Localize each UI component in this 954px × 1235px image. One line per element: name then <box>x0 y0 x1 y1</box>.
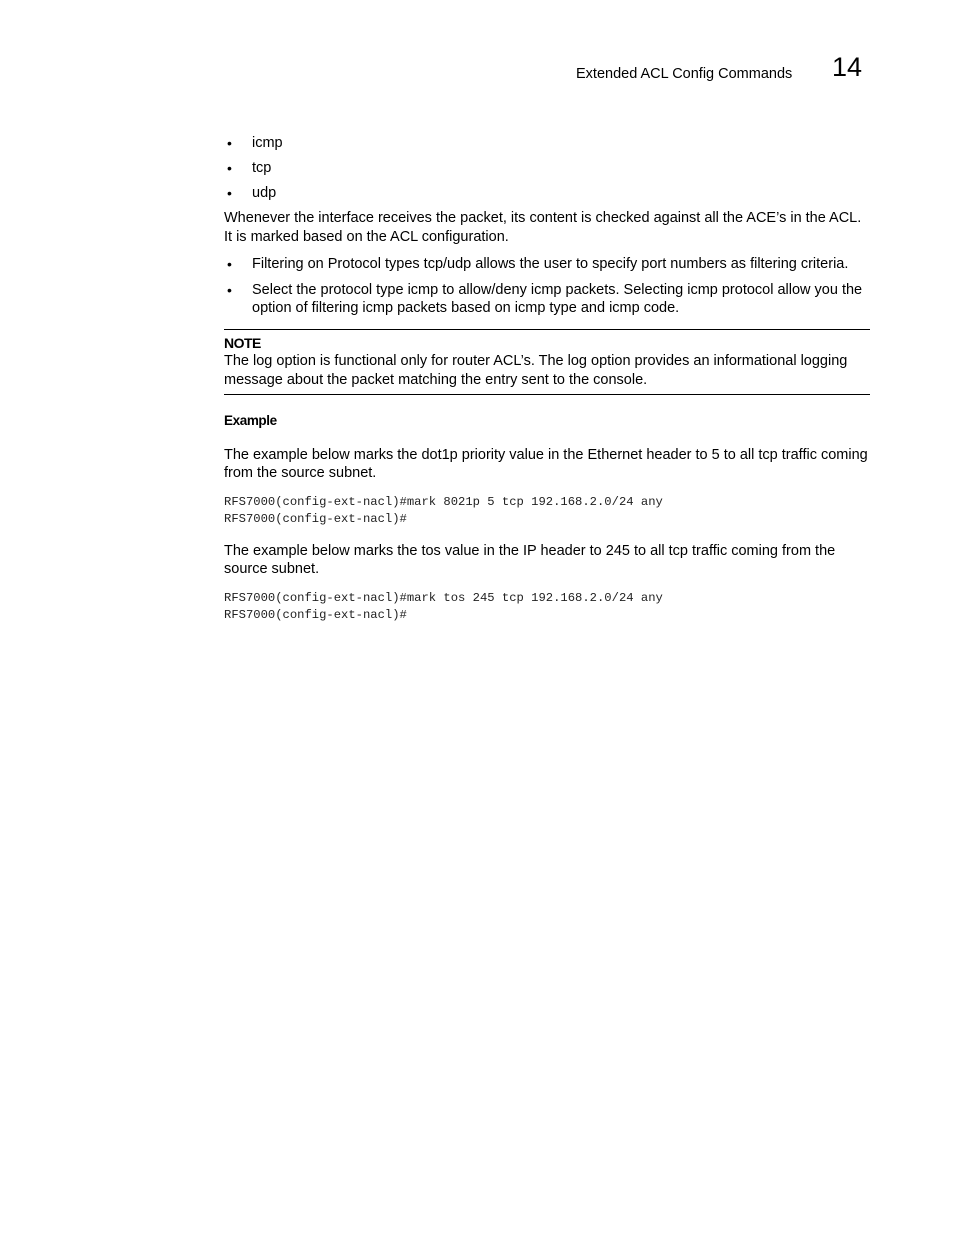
filtering-list <box>224 255 870 318</box>
note-box <box>224 329 870 396</box>
code-line: RFS7000(config-ext-nacl)# <box>224 511 407 526</box>
page-content <box>224 134 870 624</box>
example-heading: Example <box>224 413 277 428</box>
note-title: NOTE <box>224 334 261 351</box>
chapter-number: 14 <box>832 52 863 82</box>
list-item: • icmp <box>227 135 283 151</box>
body-paragraph: Whenever the interface receives the packet, its content is checked against all the ACE’s in the ACL. It is marked based on the ACL configuration. <box>224 210 862 245</box>
code-block <box>224 590 870 624</box>
bullet-icon: • <box>227 135 232 151</box>
bullet-icon: • <box>227 160 232 176</box>
code-line: RFS7000(config-ext-nacl)#mark 8021p 5 tcp 192.168.2.0/24 any <box>224 494 663 509</box>
running-header-title: Extended ACL Config Commands <box>576 66 793 82</box>
list-item: • tcp <box>227 160 272 176</box>
example-paragraph: The example below marks the tos value in the IP header to 245 to all tcp traffic coming from the source subnet. <box>224 542 836 577</box>
bullet-icon: • <box>227 185 232 201</box>
example-paragraph: The example below marks the dot1p priority value in the Ethernet header to 5 to all tcp traffic coming from the source subnet. <box>224 446 868 481</box>
list-item: • udp <box>227 185 277 201</box>
code-line: RFS7000(config-ext-nacl)#mark tos 245 tcp 192.168.2.0/24 any <box>224 590 663 605</box>
list-item: • Filtering on Protocol types tcp/udp allows the user to specify port numbers as filtering criteria. <box>227 256 849 272</box>
note-text: The log option is functional only for router ACL’s. The log option provides an informational logging message about the packet matching the entry sent to the console. <box>224 353 848 388</box>
list-item: • Select the protocol type icmp to allow/deny icmp packets. Selecting icmp protocol allow you the option of filtering icmp packets based on icmp type and icmp code. <box>227 281 863 316</box>
bullet-icon: • <box>227 256 232 272</box>
code-line: RFS7000(config-ext-nacl)# <box>224 607 407 622</box>
protocol-list <box>224 134 870 203</box>
code-block <box>224 494 870 528</box>
bullet-icon: • <box>227 281 232 298</box>
